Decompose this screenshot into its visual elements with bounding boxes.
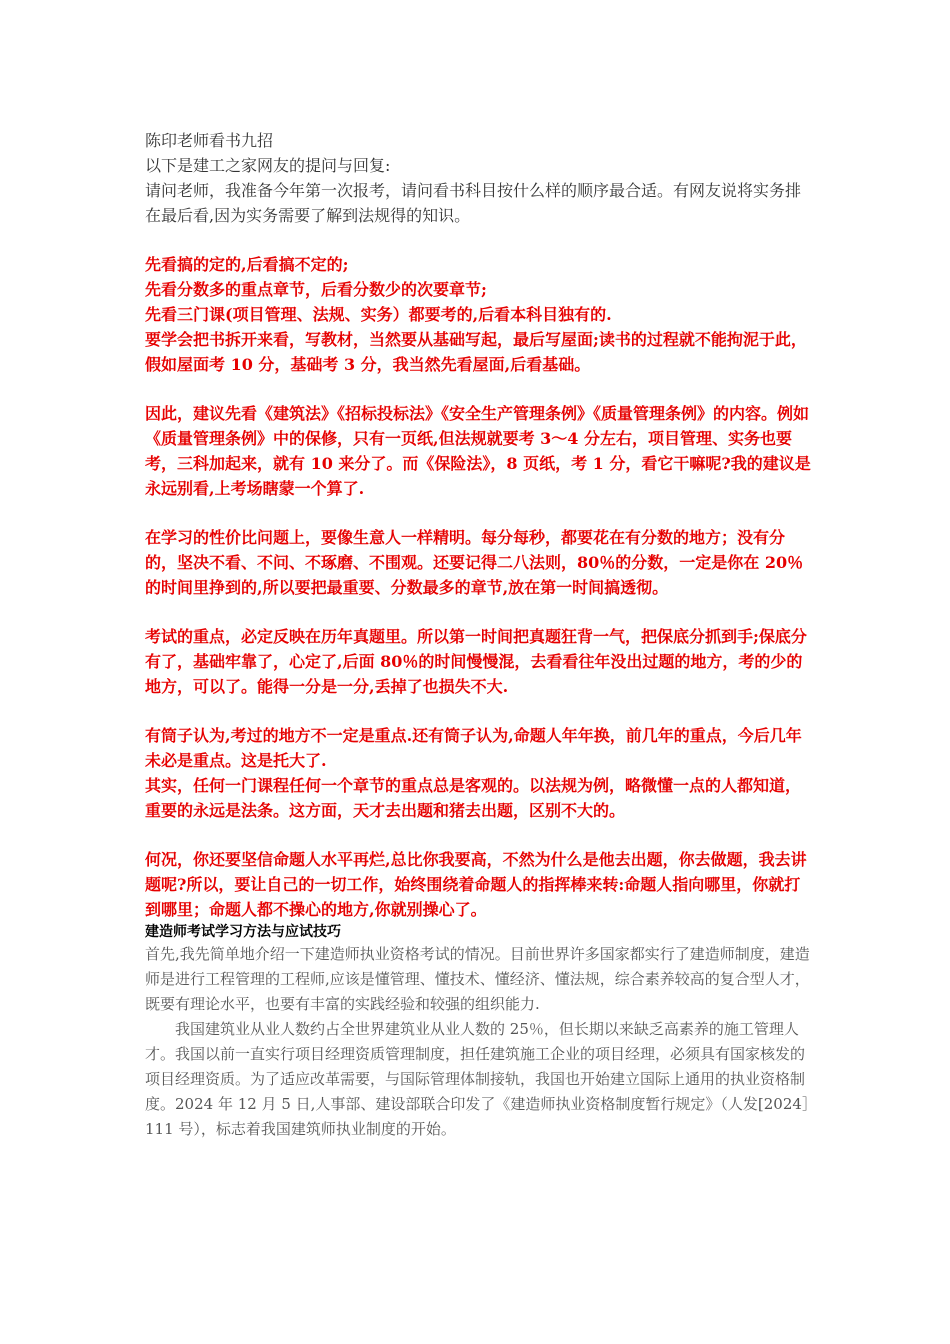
answer-paragraph: 何况，你还要坚信命题人水平再烂,总比你我要高，不然为什么是他去出题，你去做题，我去讲题呢?所以，要让自己的一切工作，始终围绕着命题人的指挥棒来转:命题人指向哪里，你就打到哪里；命题人都不操心的地方,你就别操心了。 bbox=[145, 850, 807, 919]
doc-title: 陈印老师看书九招 bbox=[145, 131, 274, 150]
spacer bbox=[145, 228, 813, 252]
answer-line: 要学会把书拆开来看，写教材，当然要从基础写起，最后写屋面;读书的过程就不能拘泥于此，假如屋面考 10 分，基础考 3 分，我当然先看屋面,后看基础。 bbox=[145, 330, 807, 374]
document-page bbox=[145, 128, 813, 1142]
answer-line: 先看分数多的重点章节，后看分数少的次要章节; bbox=[145, 280, 487, 299]
spacer bbox=[145, 699, 813, 723]
section-title: 建造师考试学习方法与应试技巧 bbox=[145, 924, 341, 940]
question-paragraph: 请问老师，我准备今年第一次报考，请问看书科目按什么样的顺序最合适。有网友说将实务排在最后看,因为实务需要了解到法规得的知识。 bbox=[145, 181, 802, 225]
spacer bbox=[145, 377, 813, 401]
doc-subtitle: 以下是建工之家网友的提问与回复: bbox=[145, 156, 391, 175]
answer-paragraph: 因此，建议先看《建筑法》《招标投标法》《安全生产管理条例》《质量管理条例》的内容。例如《质量管理条例》中的保修，只有一页纸,但法规就要考 3～4 分左右，项目管理、实务也要考，三科加起来，就有 10 来分了。而《保险法》，8 页纸，考 1 分，看它干嘛呢?我的建议是永远别看,上考场瞎蒙一个算了. bbox=[145, 404, 811, 498]
spacer bbox=[145, 823, 813, 847]
spacer bbox=[145, 501, 813, 525]
answer-line: 先看三门课(项目管理、法规、实务）都要考的,后看本科目独有的. bbox=[145, 305, 612, 324]
answer-paragraph: 在学习的性价比问题上，要像生意人一样精明。每分每秒，都要花在有分数的地方；没有分的，坚决不看、不问、不琢磨、不围观。还要记得二八法则，80％的分数，一定是你在 20％的时间里挣到的,所以要把最重要、分数最多的章节,放在第一时间搞透彻。 bbox=[145, 528, 804, 597]
answer-line: 先看搞的定的,后看搞不定的; bbox=[145, 255, 349, 274]
section-paragraph: 我国建筑业从业人数约占全世界建筑业从业人数的 25％，但长期以来缺乏高素养的施工管理人才。我国以前一直实行项目经理资质管理制度，担任建筑施工企业的项目经理，必须具有国家核发的项目经理资质。为了适应改革需要，与国际管理体制接轨，我国也开始建立国际上通用的执业资格制度。2024 年 12 月 5 日,人事部、建设部联合印发了《建造师执业资格制度暂行规定》（人发[2024］111 号），标志着我国建筑师执业制度的开始。 bbox=[145, 1020, 810, 1138]
spacer bbox=[145, 600, 813, 624]
answer-paragraph: 考试的重点，必定反映在历年真题里。所以第一时间把真题狂背一气，把保底分抓到手;保底分有了，基础牢靠了，心定了,后面 80％的时间慢慢混，去看看往年没出过题的地方，考的少的地方，可以了。能得一分是一分,丢掉了也损失不大. bbox=[145, 627, 807, 696]
answer-paragraph: 有筒子认为,考过的地方不一定是重点.还有筒子认为,命题人年年换，前几年的重点，今后几年未必是重点。这是托大了. bbox=[145, 726, 802, 770]
answer-paragraph: 其实，任何一门课程任何一个章节的重点总是客观的。以法规为例，略微懂一点的人都知道，重要的永远是法条。这方面，天才去出题和猪去出题，区别不大的。 bbox=[145, 776, 802, 820]
section-paragraph: 首先,我先简单地介绍一下建造师执业资格考试的情况。目前世界许多国家都实行了建造师制度，建造师是进行工程管理的工程师,应该是懂管理、懂技术、懂经济、懂法规，综合素养较高的复合型人才，既要有理论水平，也要有丰富的实践经验和较强的组织能力. bbox=[145, 945, 810, 1013]
